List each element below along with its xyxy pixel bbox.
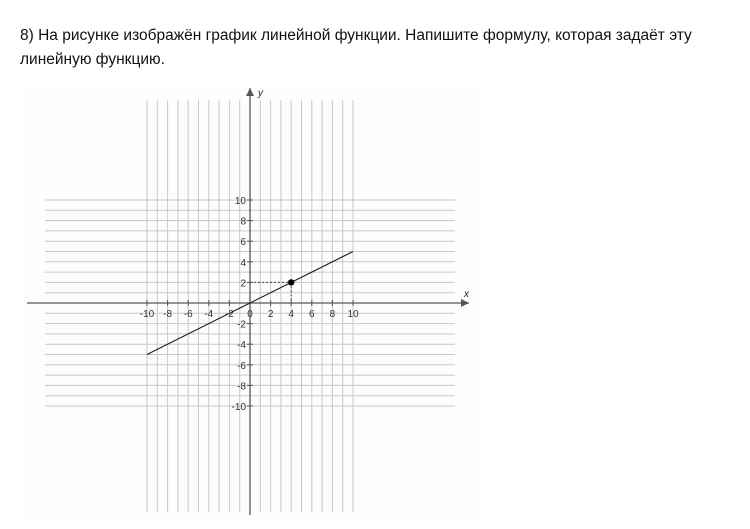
x-tick-label: -8 xyxy=(163,309,173,320)
y-tick-label: 2 xyxy=(240,278,246,290)
y-tick-label: 10 xyxy=(234,196,246,207)
x-tick-label: -2 xyxy=(224,309,234,320)
marked-point xyxy=(288,279,294,285)
x-tick-label: 0 xyxy=(247,309,253,320)
coordinate-plane xyxy=(23,85,477,519)
x-tick-label: -6 xyxy=(183,309,193,320)
marked-point-layer xyxy=(288,279,294,285)
y-tick-label: -4 xyxy=(237,340,246,352)
x-tick-label: 10 xyxy=(347,309,359,320)
x-tick-label: 6 xyxy=(309,309,315,320)
question-line-1: 8) На рисунке изображён график линейной функции. Напишите формулу, которая задаёт эту xyxy=(20,27,692,44)
question-text xyxy=(20,24,745,72)
y-axis-label: y xyxy=(258,88,263,99)
x-tick-label: -4 xyxy=(204,309,214,320)
y-tick-label: -8 xyxy=(237,381,246,393)
y-tick-label: 8 xyxy=(240,216,246,228)
y-tick-label: 4 xyxy=(240,257,246,269)
y-tick-label: -2 xyxy=(237,319,246,331)
linear-function-chart xyxy=(23,85,477,519)
question-line-2: линейную функцию. xyxy=(20,51,165,68)
x-axis-label: x xyxy=(464,289,469,300)
x-tick-label: 8 xyxy=(329,309,336,320)
x-tick-label: 2 xyxy=(267,309,274,320)
y-tick-label: 6 xyxy=(240,237,246,249)
y-tick-label: -6 xyxy=(237,360,246,372)
y-tick-label: -10 xyxy=(231,402,246,413)
x-tick-label: 4 xyxy=(288,309,294,320)
x-tick-label: -10 xyxy=(139,309,155,320)
